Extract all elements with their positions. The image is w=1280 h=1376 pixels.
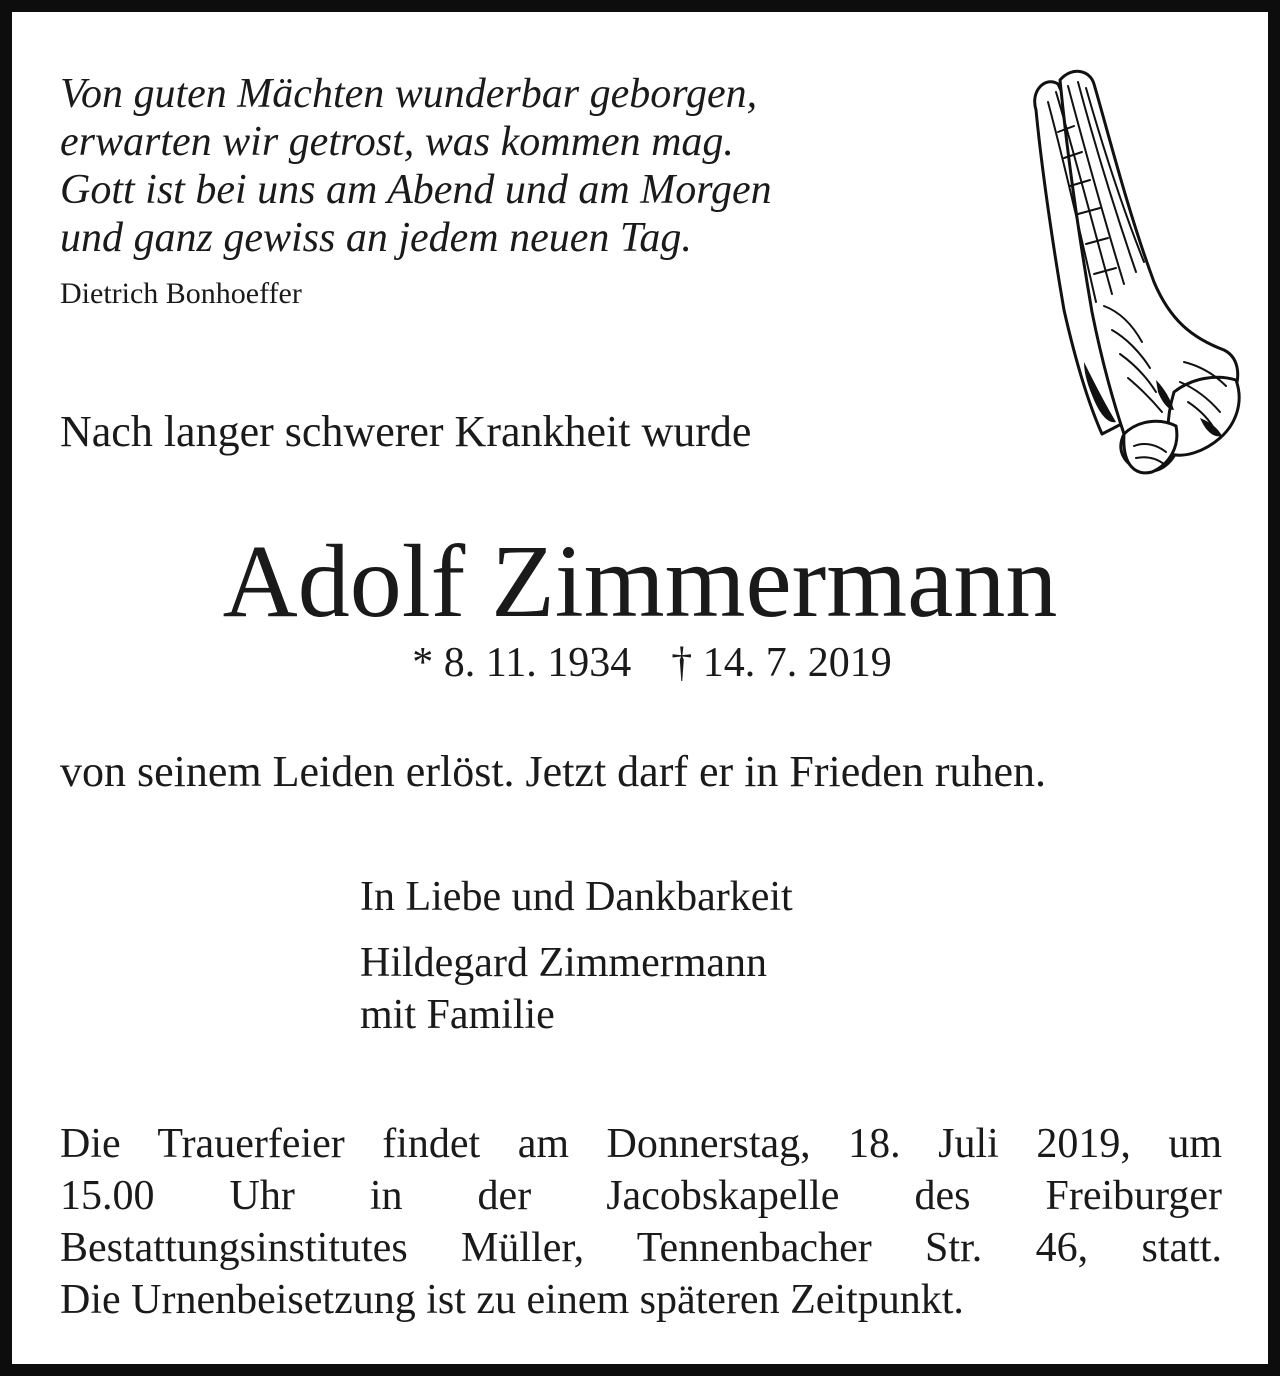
deceased-name: Adolf Zimmermann	[222, 524, 1058, 639]
praying-hands-icon	[1024, 62, 1246, 480]
signature-name: Hildegard Zimmermann	[360, 940, 768, 986]
quote-line: Gott ist bei uns am Abend und am Morgen	[60, 167, 772, 213]
funeral-line: Die Trauerfeier findet am Donnerstag, 18. Juli 2019, um	[60, 1121, 1222, 1167]
death-date: † 14. 7. 2019	[671, 640, 892, 686]
quote-line: und ganz gewiss an jedem neuen Tag.	[60, 215, 692, 261]
funeral-info	[60, 1118, 1222, 1326]
quote-line: erwarten wir getrost, was kommen mag.	[60, 119, 734, 165]
quote-line: Von guten Mächten wunderbar geborgen,	[60, 71, 758, 117]
quote-author: Dietrich Bonhoeffer	[60, 277, 302, 310]
signature-greeting: In Liebe und Dankbarkeit	[360, 874, 793, 920]
funeral-line: Die Urnenbeisetzung ist zu einem späteren Zeitpunkt.	[60, 1277, 964, 1323]
funeral-line: Bestattungsinstitutes Müller, Tennenbacher Str. 46, statt.	[60, 1225, 1222, 1271]
funeral-line: 15.00 Uhr in der Jacobskapelle des Freiburger	[60, 1173, 1222, 1219]
closing-text: von seinem Leiden erlöst. Jetzt darf er in Frieden ruhen.	[60, 747, 1047, 796]
bonhoeffer-quote	[60, 70, 772, 262]
life-dates	[12, 636, 1280, 690]
signature-family: mit Familie	[360, 992, 555, 1038]
birth-date: * 8. 11. 1934	[412, 640, 632, 686]
intro-text: Nach langer schwerer Krankheit wurde	[60, 407, 752, 456]
